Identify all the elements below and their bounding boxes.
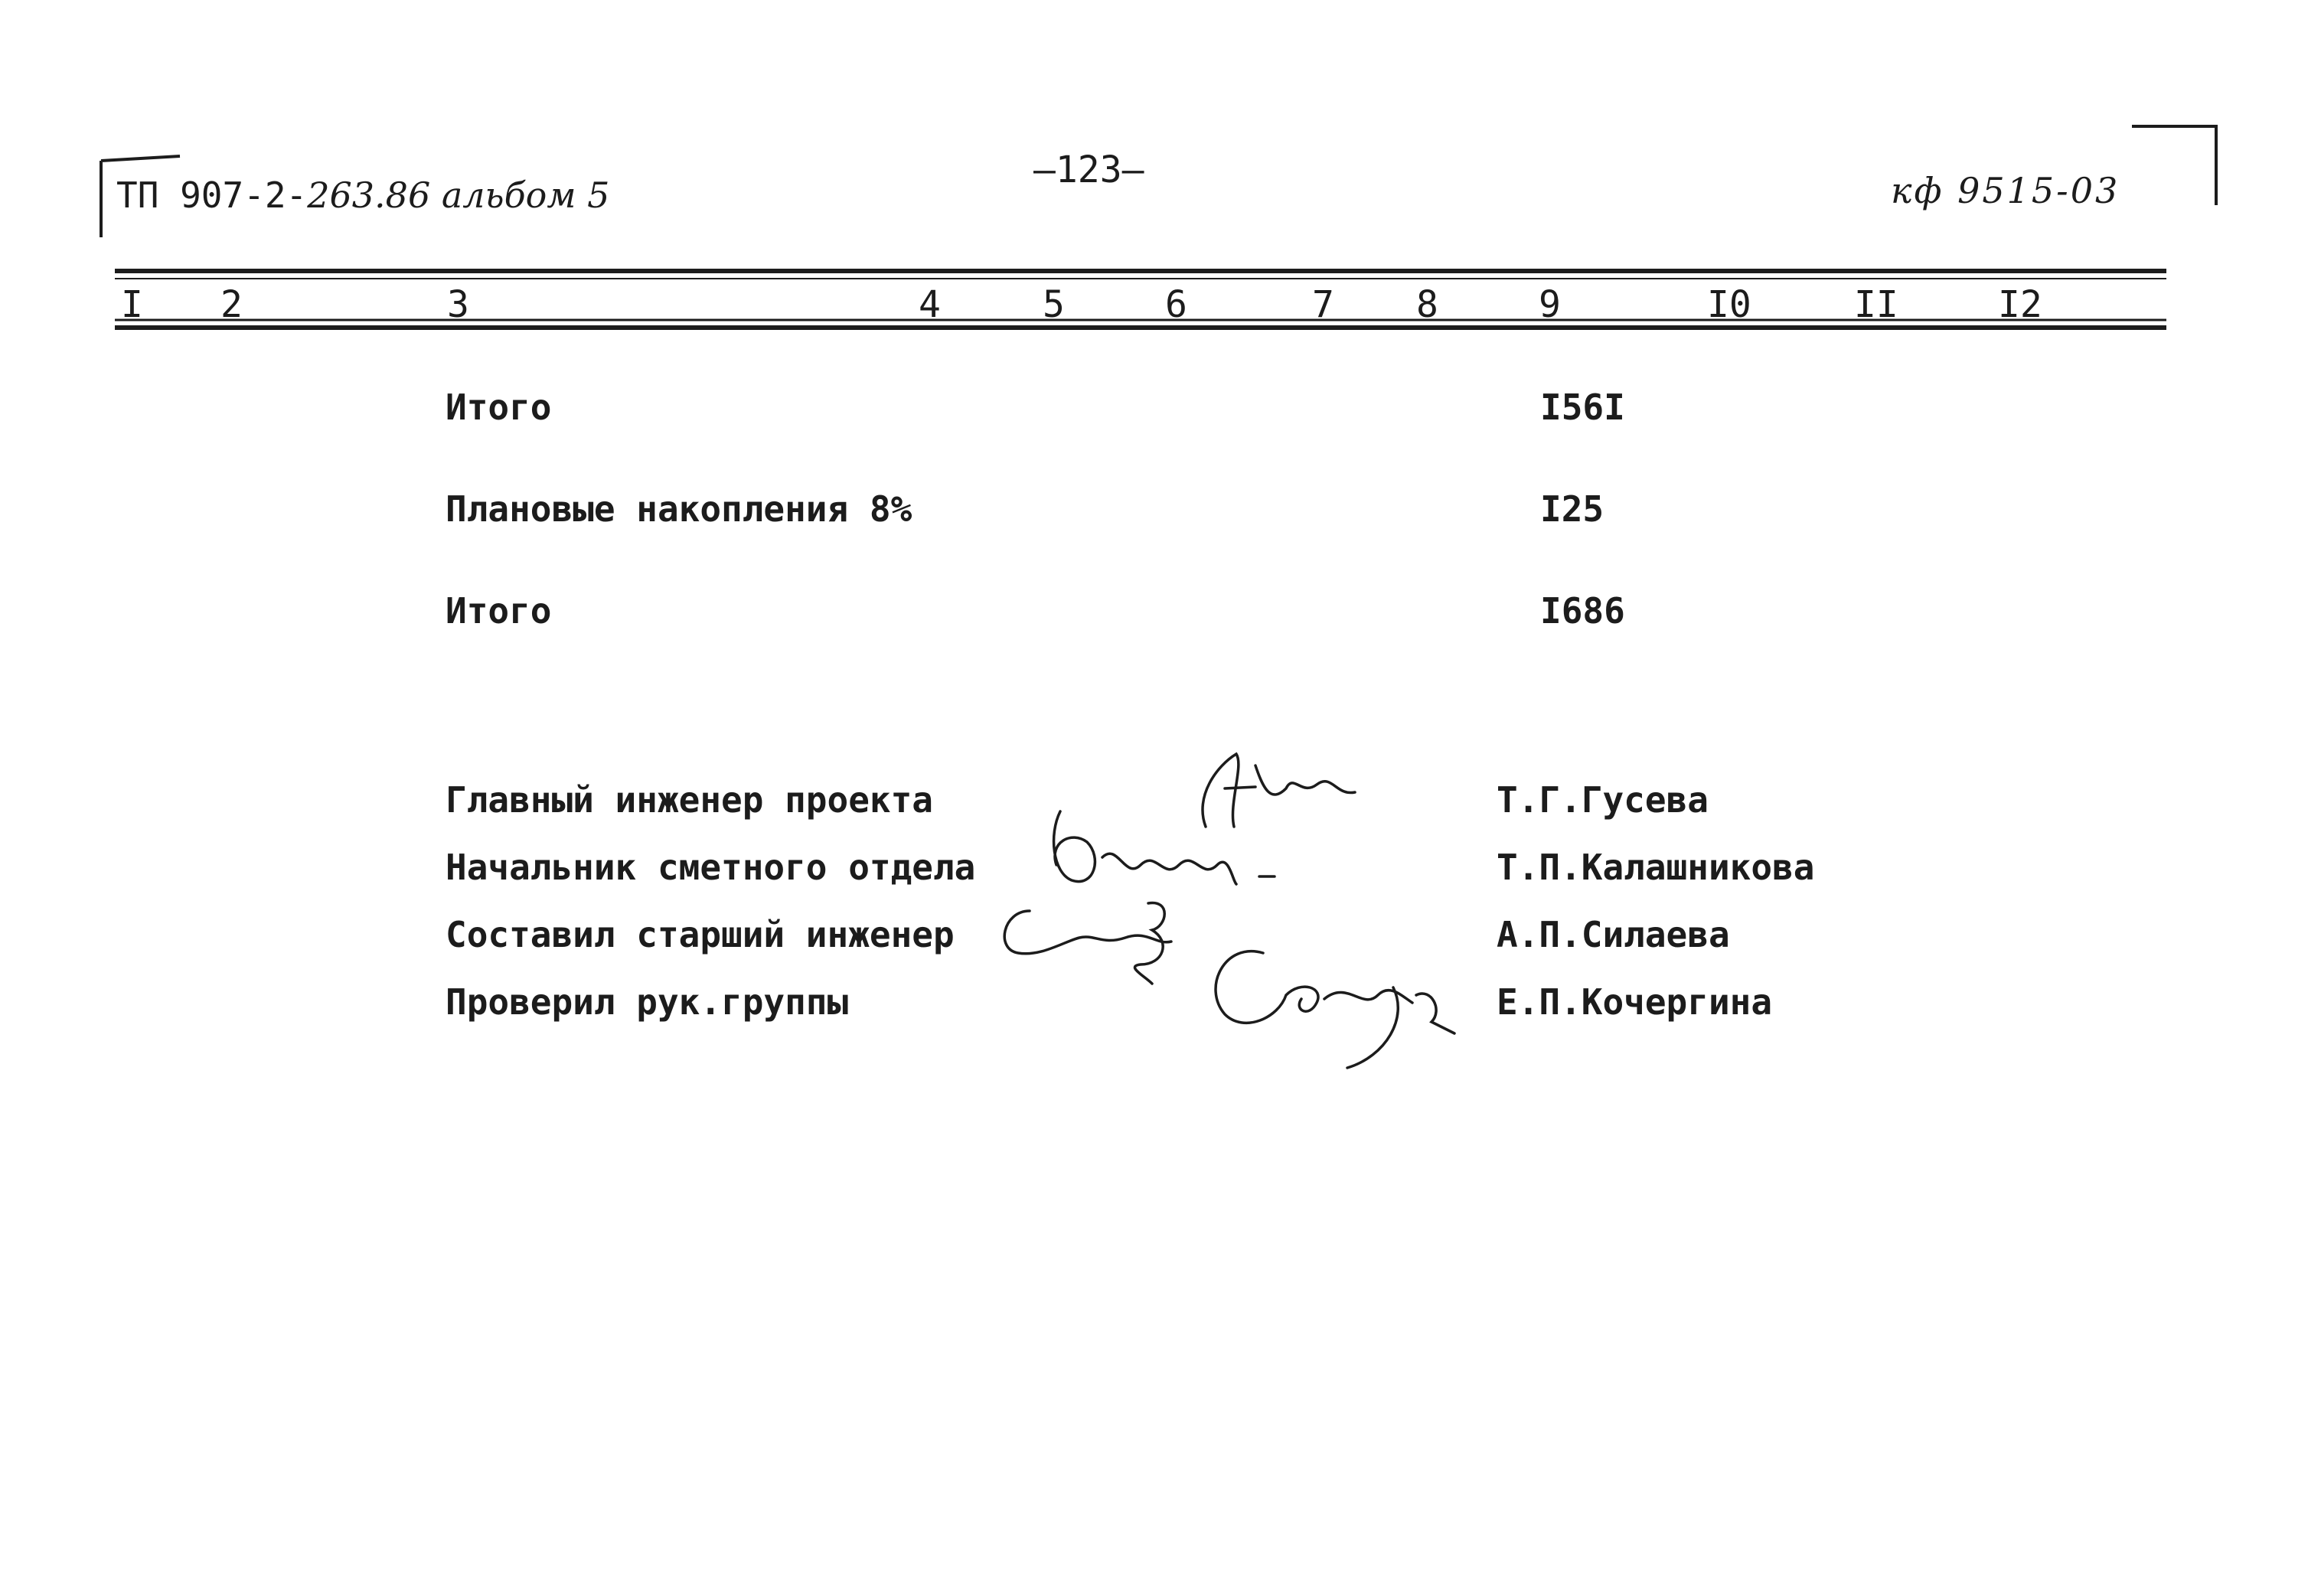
document-code xyxy=(116,175,609,216)
column-number: 4 xyxy=(919,283,941,326)
signature-role: Составил старший инженер xyxy=(446,914,955,955)
signature-kochergina xyxy=(1216,951,1454,1068)
column-number: 6 xyxy=(1165,283,1187,326)
sheet-code: кф 9515-03 xyxy=(1891,170,2120,211)
document-code-album: 263.86 альбом 5 xyxy=(307,175,610,216)
signature-gusevа xyxy=(1203,754,1355,827)
page-number: —123— xyxy=(1033,149,1144,191)
column-number: 9 xyxy=(1539,283,1561,326)
signature-role: Начальник сметного отдела xyxy=(446,847,976,888)
row-label-planned-savings: Плановые накопления 8% xyxy=(446,488,912,530)
signature-role: Главный инженер проекта xyxy=(446,779,933,821)
signature-name: Е.П.Кочергина xyxy=(1497,981,1773,1023)
signature-name: Т.П.Калашникова xyxy=(1497,847,1815,888)
row-value-total: I56I xyxy=(1540,387,1625,428)
signature-name: Т.Г.Гусева xyxy=(1497,779,1709,821)
signature-kalashnikova xyxy=(1054,811,1275,884)
column-number: 5 xyxy=(1043,283,1065,326)
column-number: I2 xyxy=(1998,283,2042,326)
column-number: 7 xyxy=(1312,283,1334,326)
column-number: 3 xyxy=(447,283,469,326)
column-number: 8 xyxy=(1416,283,1438,326)
column-number: II xyxy=(1854,283,1898,326)
row-value-planned-savings: I25 xyxy=(1540,488,1604,530)
document-code-prefix: ТП 907-2- xyxy=(116,175,308,216)
signature-role: Проверил рук.группы xyxy=(446,981,849,1023)
corner-bracket-right xyxy=(2132,126,2216,205)
column-number: I xyxy=(121,283,143,326)
column-number: I0 xyxy=(1707,283,1751,326)
column-number: 2 xyxy=(220,283,243,326)
row-label-grand-total: Итого xyxy=(446,590,552,632)
row-value-grand-total: I686 xyxy=(1540,590,1625,632)
signature-name: А.П.Силаева xyxy=(1497,914,1730,955)
row-label-total: Итого xyxy=(446,387,552,428)
signature-silaeva xyxy=(1004,903,1171,984)
